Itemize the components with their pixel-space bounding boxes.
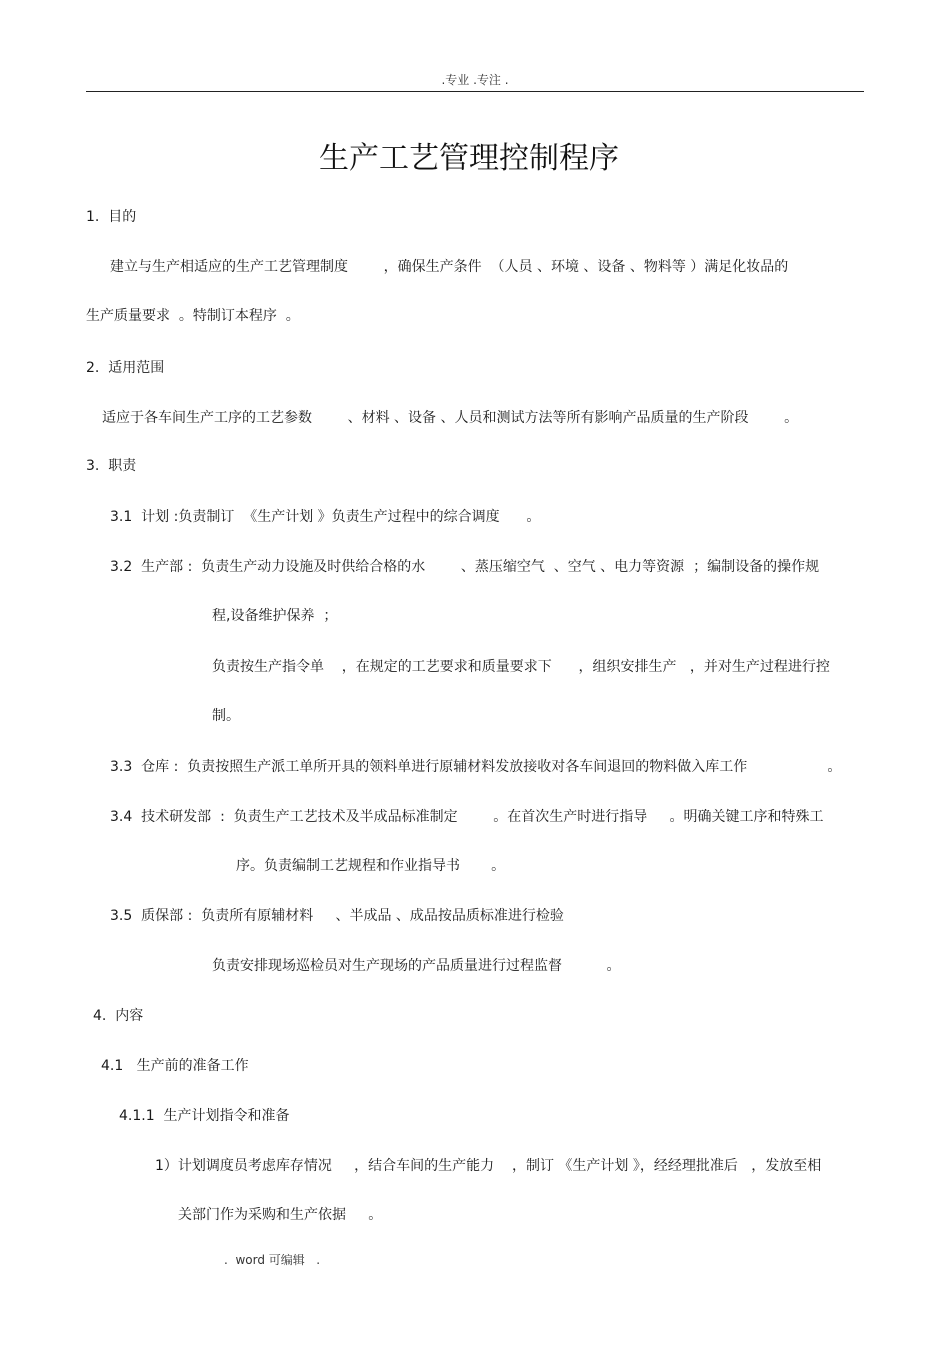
- body-line: 程,设备维护保养 ；: [212, 608, 338, 624]
- body-line: 关部门作为采购和生产依据 。: [178, 1207, 383, 1223]
- body-line: 序。负责编制工艺规程和作业指导书 。: [236, 858, 506, 874]
- body-line: 生产质量要求 。特制订本程序 。: [86, 308, 300, 324]
- body-line: 3.4 技术研发部 : 负责生产工艺技术及半成品标准制定 。在首次生产时进行指导 。明确关键工序和特殊工: [110, 809, 824, 825]
- section-heading-scope: 2. 适用范围: [86, 360, 165, 376]
- document-title: 生产工艺管理控制程序: [319, 141, 619, 176]
- body-line: 3.2 生产部 : 负责生产动力设施及时供给合格的水 、蒸压缩空气 、空气 、电力等资源 ；编制设备的操作规: [110, 559, 820, 575]
- body-line: 制。: [212, 708, 240, 724]
- page-footer: . word 可编辑 .: [224, 1253, 321, 1267]
- body-line: 3.1 计划 :负责制订 《生产计划 》负责生产过程中的综合调度 。: [110, 509, 541, 525]
- body-line: 3.5 质保部 : 负责所有原辅材料 、半成品 、成品按品质标准进行检验: [110, 908, 564, 924]
- body-line: 1）计划调度员考虑库存情况 ，结合车间的生产能力 ，制订 《生产计划 》，经经理批准后 ，发放至相: [155, 1158, 822, 1174]
- subsection-heading: 4.1.1 生产计划指令和准备: [119, 1108, 290, 1124]
- section-heading-purpose: 1. 目的: [86, 209, 137, 225]
- body-line: 建立与生产相适应的生产工艺管理制度 ，确保生产条件 （人员 、环境 、设备 、物料等 ）满足化妆品的: [110, 259, 789, 275]
- header-rule: [86, 91, 864, 92]
- section-heading-content: 4. 内容: [93, 1008, 144, 1024]
- body-line: 适应于各车间生产工序的工艺参数 、材料 、设备 、人员和测试方法等所有影响产品质量的生产阶段 。: [102, 410, 799, 426]
- subsection-heading: 4.1 生产前的准备工作: [101, 1058, 249, 1074]
- body-line: 负责安排现场巡检员对生产现场的产品质量进行过程监督 。: [212, 958, 621, 974]
- page-header: .专业 .专注 .: [441, 73, 509, 87]
- body-line: 3.3 仓库 : 负责按照生产派工单所开具的领料单进行原辅材料发放接收对各车间退回的物料做入库工作 。: [110, 759, 842, 775]
- section-heading-duties: 3. 职责: [86, 458, 137, 474]
- body-line: 负责按生产指令单 ，在规定的工艺要求和质量要求下 ，组织安排生产 ，并对生产过程进行控: [212, 659, 830, 675]
